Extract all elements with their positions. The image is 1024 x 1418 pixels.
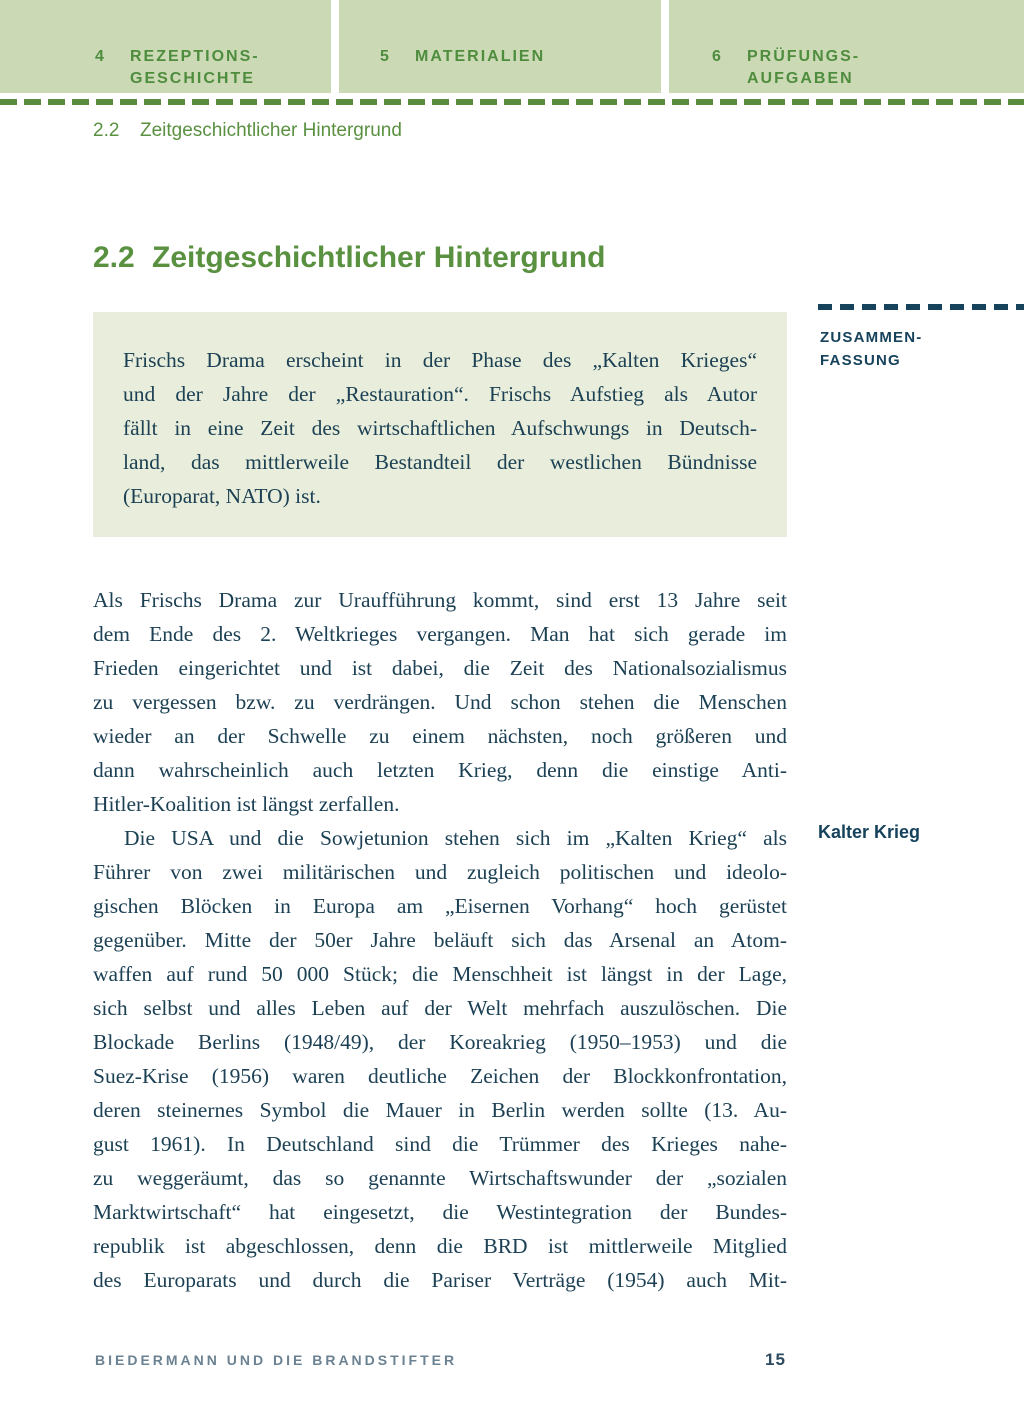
running-head [93, 119, 402, 143]
section-heading [93, 240, 605, 276]
text-line: Die USA und die Sowjetunion stehen sich im „Kalten Krieg“ als [124, 826, 787, 850]
tab-label-line: GESCHICHTE [130, 70, 255, 87]
tab-pruefungsaufgaben [669, 0, 1024, 93]
text-line: gischen Blöcken in Europa am „Eisernen Vorhang“ hoch gerüstet [93, 894, 787, 918]
footer-book-title: BIEDERMANN UND DIE BRANDSTIFTER [95, 1352, 458, 1368]
summary-line: land, das mittlerweile Bestandteil der westlichen Bündnisse [123, 450, 757, 474]
text-line: zu weggeräumt, das so genannte Wirtschaftswunder der „sozialen [93, 1166, 787, 1190]
text-line: Suez-Krise (1956) waren deutliche Zeichen der Blockkonfrontation, [93, 1064, 787, 1088]
tab-materialien [339, 0, 661, 93]
tab-label [130, 46, 260, 90]
page-number: 15 [765, 1350, 786, 1369]
summary-line: (Europarat, NATO) ist. [123, 484, 321, 508]
text-line: deren steinernes Symbol die Mauer in Berlin werden sollte (13. Au- [93, 1098, 787, 1122]
text-line: dem Ende des 2. Weltkrieges vergangen. Man hat sich gerade im [93, 622, 787, 646]
summary-line: fällt in eine Zeit des wirtschaftlichen Aufschwungs in Deutsch- [123, 416, 757, 440]
tab-label [415, 46, 545, 68]
tab-number: 4 [95, 48, 106, 65]
text-line: zu vergessen bzw. zu verdrängen. Und schon stehen die Menschen [93, 690, 787, 714]
text-line: waffen auf rund 50 000 Stück; die Menschheit ist längst in der Lage, [93, 962, 787, 986]
text-line: Hitler-Koalition ist längst zerfallen. [93, 792, 400, 816]
section-title: Zeitgeschichtlicher Hintergrund [152, 241, 606, 274]
text-line: Blockade Berlins (1948/49), der Koreakrieg (1950–1953) und die [93, 1030, 787, 1054]
text-line: sich selbst und alles Leben auf der Welt mehrfach auszulöschen. Die [93, 996, 787, 1020]
tab-number: 6 [712, 48, 723, 65]
tab-content [0, 0, 331, 90]
tab-label-line: REZEPTIONS- [130, 48, 260, 65]
text-line: Als Frischs Drama zur Uraufführung kommt, sind erst 13 Jahre seit [93, 588, 787, 612]
text-line: wieder an der Schwelle zu einem nächsten, noch größeren und [93, 724, 787, 748]
tab-number: 5 [380, 48, 391, 65]
tab-content [669, 0, 1024, 90]
summary-label-line: FASSUNG [820, 352, 901, 369]
tab-content [339, 0, 661, 68]
summary-line: und der Jahre der „Restauration“. Frischs Aufstieg als Autor [123, 382, 757, 406]
top-dashed-divider [0, 99, 1024, 105]
running-head-number: 2.2 [93, 120, 120, 141]
text-line: republik ist abgeschlossen, denn die BRD ist mittlerweile Mitglied [93, 1234, 787, 1258]
running-head-title: Zeitgeschichtlicher Hintergrund [140, 120, 402, 141]
tab-label-line: PRÜFUNGS- [747, 48, 861, 65]
text-line: dann wahrscheinlich auch letzten Krieg, denn die einstige Anti- [93, 758, 787, 782]
summary-box [93, 312, 787, 537]
tab-label-line: AUFGABEN [747, 70, 854, 87]
text-line: gust 1961). In Deutschland sind die Trümmer des Krieges nahe- [93, 1132, 787, 1156]
text-line: Marktwirtschaft“ hat eingesetzt, die Westintegration der Bundes- [93, 1200, 787, 1224]
section-number: 2.2 [93, 241, 135, 274]
tab-label-line: MATERIALIEN [415, 48, 546, 65]
text-line: gegenüber. Mitte der 50er Jahre beläuft sich das Arsenal an Atom- [93, 928, 787, 952]
margin-dashed-divider [818, 304, 1024, 310]
tab-rezeptionsgeschichte [0, 0, 331, 93]
chapter-tab-bar [0, 0, 1024, 93]
margin-keyword: Kalter Krieg [818, 822, 921, 842]
text-line: des Europarats und durch die Pariser Verträge (1954) auch Mit- [93, 1268, 787, 1292]
body-text [93, 583, 787, 1297]
summary-line: Frischs Drama erscheint in der Phase des „Kalten Krieges“ [123, 348, 757, 372]
summary-margin-label [820, 326, 922, 372]
tab-label [747, 46, 860, 90]
summary-label-line: ZUSAMMEN- [820, 329, 923, 346]
text-line: Frieden eingerichtet und ist dabei, die Zeit des Nationalsozialismus [93, 656, 787, 680]
text-line: Führer von zwei militärischen und zugleich politischen und ideolo- [93, 860, 787, 884]
